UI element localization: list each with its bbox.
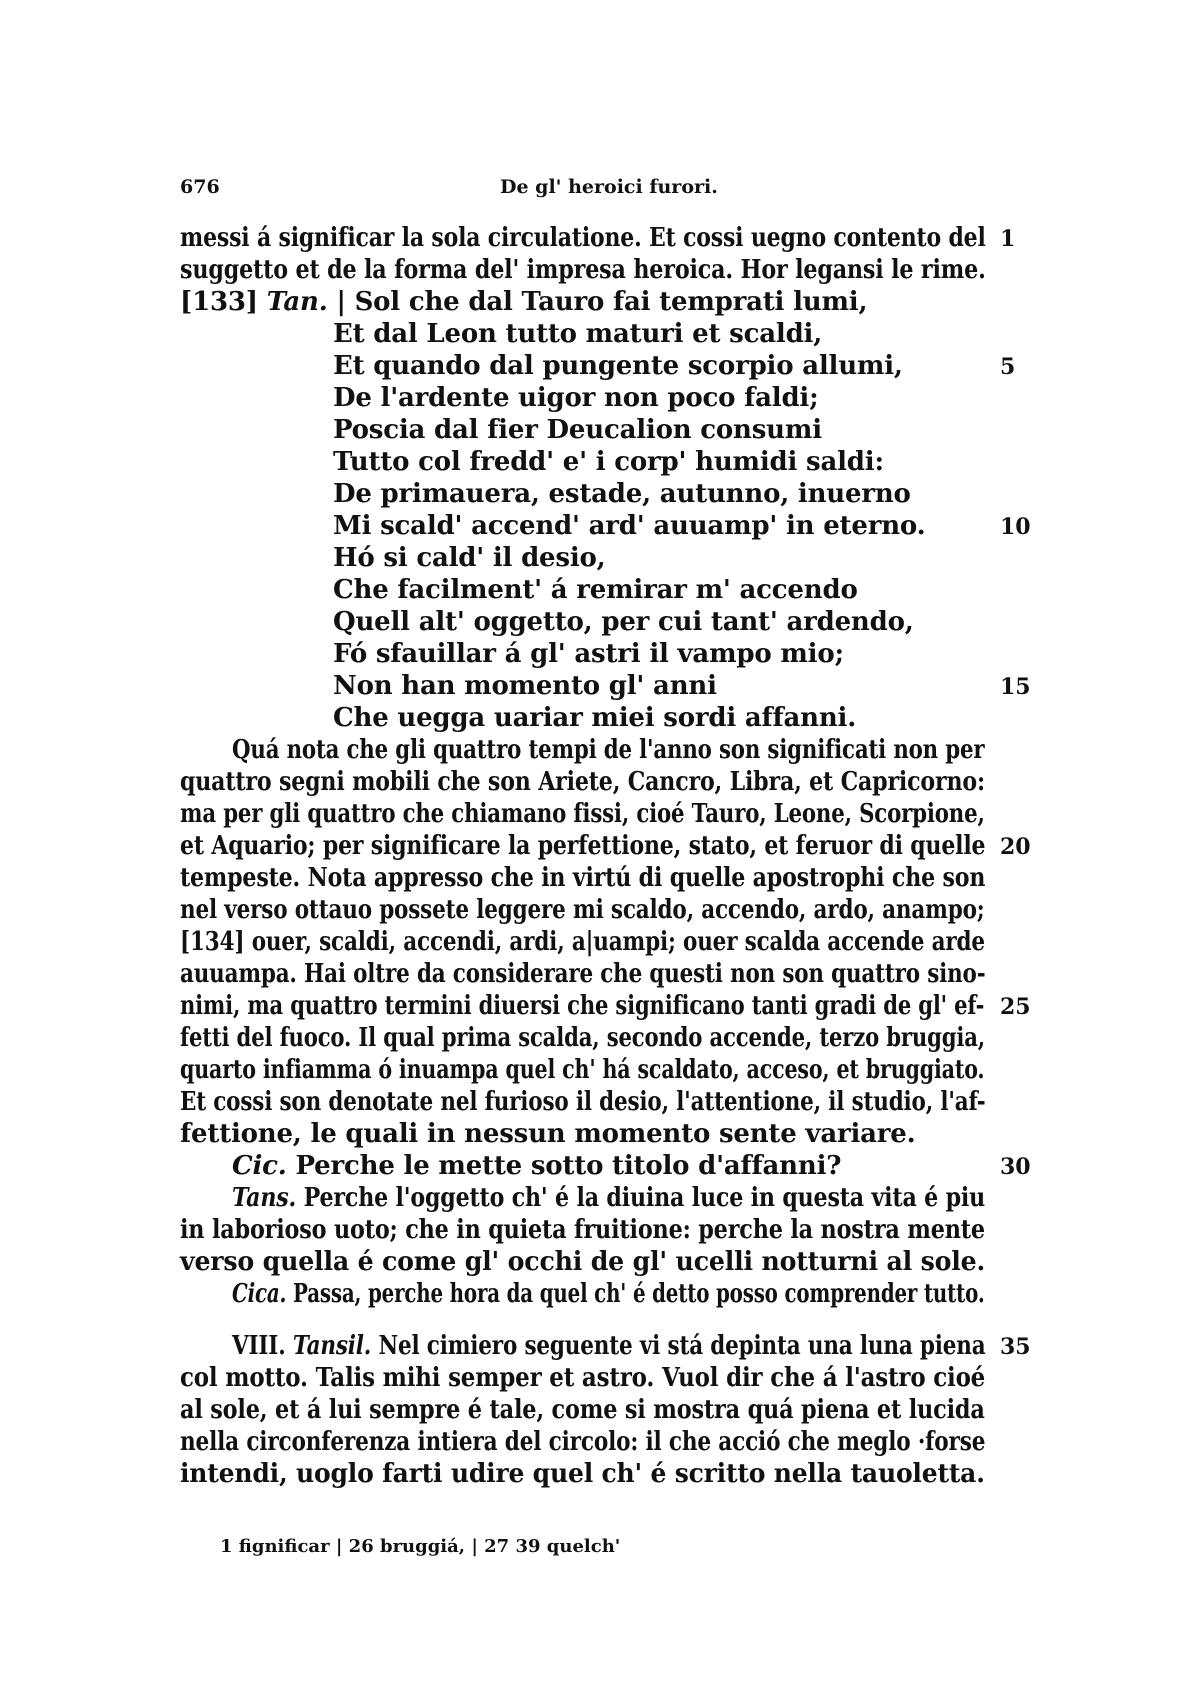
text-line — [333, 638, 844, 670]
text-line — [180, 990, 984, 1022]
line-text: Non han momento gl' anni — [333, 671, 717, 701]
margin-line-number: 15 — [1000, 674, 1031, 700]
line-text: Hó si cald' il desio, — [333, 543, 606, 573]
line-text: De primauera, estade, autunno, inuerno — [333, 479, 911, 509]
margin-line-number: 5 — [1000, 354, 1016, 380]
text-line — [232, 1330, 986, 1362]
line-text: De l'ardente uigor non poco faldi; — [333, 383, 819, 413]
speaker-name: Tans. — [232, 1183, 297, 1213]
text-line — [180, 286, 867, 318]
line-text: Che uegga uariar miei sordi affanni. — [333, 703, 857, 733]
line-text: col motto. Talis mihi semper et astro. Vuol dir che á l'astro cioé — [180, 1363, 986, 1393]
text-line — [333, 414, 822, 446]
text-line — [180, 766, 985, 798]
speaker-name: Cic. — [232, 1151, 287, 1181]
text-line — [180, 1458, 985, 1490]
line-text: fettione, le quali in nessun momento sente variare. — [180, 1119, 916, 1149]
text-line — [333, 510, 925, 542]
line-text: | Sol che dal Tauro fai temprati lumi, — [327, 287, 868, 317]
line-text: auuampa. Hai oltre da considerare che questi non son quattro sino- — [180, 959, 986, 989]
text-line — [180, 926, 985, 958]
footnote: 1 fignificar | 26 bruggiá, | 27 39 quelch' — [220, 1536, 621, 1557]
line-text: Perche le mette sotto titolo d'affanni? — [286, 1151, 842, 1181]
text-line — [232, 1182, 985, 1214]
text-line — [180, 254, 986, 286]
line-text: Mi scald' accend' ard' auuamp' in eterno. — [333, 511, 926, 541]
text-line — [180, 1426, 985, 1458]
line-text: intendi, uoglo farti udire quel ch' é scritto nella tauoletta. — [180, 1459, 985, 1489]
margin-line-number: 25 — [1000, 994, 1031, 1020]
line-text: in laborioso uoto; che in quieta fruitione: perche la nostra mente — [180, 1215, 985, 1245]
line-prefix: [133] — [180, 287, 267, 317]
line-text: Che facilment' á remirar m' accendo — [333, 575, 858, 605]
text-line — [333, 382, 819, 414]
text-line — [333, 350, 903, 382]
text-line — [180, 1394, 985, 1426]
line-text: Poscia dal fier Deucalion consumi — [333, 415, 822, 445]
text-line — [180, 1118, 916, 1150]
line-text: verso quella é come gl' occhi de gl' ucelli notturni al sole. — [180, 1247, 986, 1277]
line-text: nimi, ma quattro termini diuersi che significano tanti gradi de gl' ef- — [180, 991, 985, 1021]
line-text: suggetto et de la forma del' impresa heroica. Hor legansi le rime. — [180, 255, 986, 285]
text-line — [180, 1362, 985, 1394]
page-number: 676 — [180, 176, 220, 198]
text-line — [180, 798, 985, 830]
line-text: Tutto col fredd' e' i corp' humidi saldi: — [333, 447, 884, 477]
margin-line-number: 1 — [1000, 226, 1016, 252]
text-line — [333, 670, 717, 702]
text-line — [180, 1022, 985, 1054]
text-line — [180, 222, 986, 254]
margin-line-number: 10 — [1000, 514, 1031, 540]
line-prefix: VIII. — [232, 1331, 293, 1361]
text-line — [180, 862, 985, 894]
text-line — [180, 1054, 984, 1086]
line-text: [134] ouer, scaldi, accendi, ardi, a|uampi; ouer scalda accende arde — [180, 927, 985, 957]
text-line — [180, 830, 985, 862]
page-header — [180, 176, 1000, 206]
text-line — [180, 894, 985, 926]
line-text: Nel cimiero seguente vi stá depinta una luna piena — [371, 1331, 986, 1361]
text-line — [180, 958, 985, 990]
margin-line-number: 35 — [1000, 1334, 1031, 1360]
speaker-name: Tan. — [266, 287, 328, 317]
text-line — [333, 702, 856, 734]
text-line — [232, 1150, 841, 1182]
line-text: Quell alt' oggetto, per cui tant' ardendo, — [333, 607, 914, 637]
line-text: messi á significar la sola circulatione. Et cossi uegno contento del — [180, 223, 986, 253]
line-text: et Aquario; per significare la perfettione, stato, et feruor di quelle — [180, 831, 986, 861]
text-line — [180, 1214, 985, 1246]
line-text: ma per gli quattro che chiamano fissi, cioé Tauro, Leone, Scorpione, — [180, 799, 985, 829]
text-line — [333, 542, 606, 574]
text-line — [232, 1278, 985, 1310]
line-text: Fó sfauillar á gl' astri il vampo mio; — [333, 639, 844, 669]
line-text: fetti del fuoco. Il qual prima scalda, secondo accende, terzo bruggia, — [180, 1023, 986, 1053]
line-text: tempeste. Nota appresso che in virtú di quelle apostrophi che son — [180, 863, 986, 893]
line-text: Passa, perche hora da quel ch' é detto posso comprender tutto. — [286, 1279, 985, 1309]
speaker-name: Tansil. — [292, 1331, 372, 1361]
text-line — [333, 606, 914, 638]
line-text: Et quando dal pungente scorpio allumi, — [333, 351, 903, 381]
line-text: Et dal Leon tutto maturi et scaldi, — [333, 319, 823, 349]
line-text: Quá nota che gli quattro tempi de l'anno son significati non per — [232, 735, 985, 765]
margin-line-number: 30 — [1000, 1154, 1031, 1180]
line-text: al sole, et á lui sempre é tale, come si mostra quá piena et lucida — [180, 1395, 985, 1425]
line-text: quattro segni mobili che son Ariete, Cancro, Libra, et Capricorno: — [180, 767, 985, 797]
margin-line-number: 20 — [1000, 834, 1031, 860]
line-text: nel verso ottauo possete leggere mi scaldo, accendo, ardo, anampo; — [180, 895, 985, 925]
text-line — [232, 734, 984, 766]
line-text: Perche l'oggetto ch' é la diuina luce in questa vita é piu — [296, 1183, 986, 1213]
line-text: quarto infiamma ó inuampa quel ch' há scaldato, acceso, et bruggiato. — [180, 1055, 985, 1085]
line-text: nella circonferenza intiera del circolo: il che acció che meglo ·forse — [180, 1427, 986, 1457]
text-line — [333, 446, 884, 478]
text-line — [180, 1086, 986, 1118]
text-line — [180, 1246, 985, 1278]
text-line — [333, 574, 858, 606]
text-line — [333, 318, 822, 350]
line-text: Et cossi son denotate nel furioso il desio, l'attentione, il studio, l'af- — [180, 1087, 986, 1117]
text-line — [333, 478, 911, 510]
running-head: De gl' heroici furori. — [500, 176, 718, 198]
speaker-name: Cica. — [232, 1279, 287, 1309]
